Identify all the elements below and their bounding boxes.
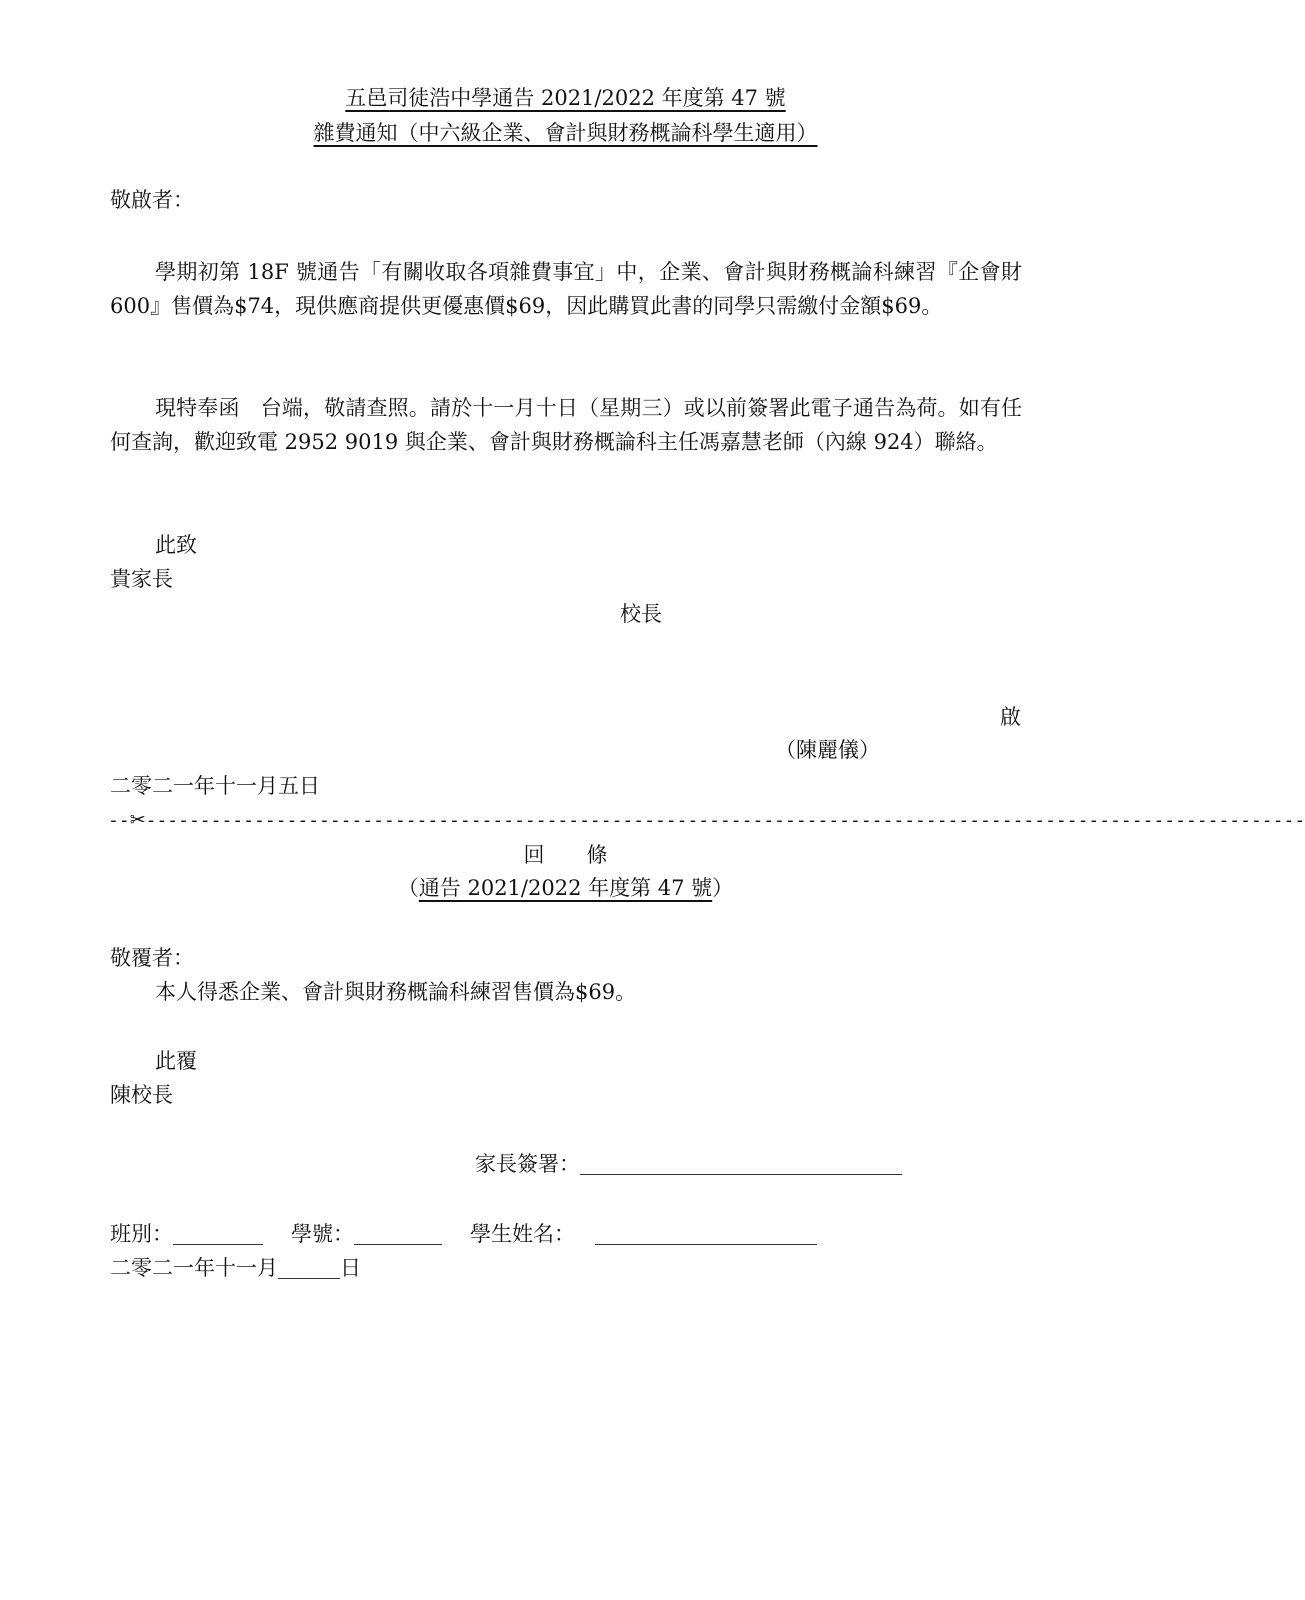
reply-reference: （通告 2021/2022 年度第 47 號） (397, 876, 734, 900)
parent-signature-label: 家長簽署： (475, 1152, 580, 1176)
signer-title: 校長 (620, 602, 662, 626)
cut-line-dashes: ----------------------------------------------------------------------------------------------------------- (145, 810, 1305, 831)
reply-date-suffix: 日 (340, 1256, 361, 1280)
notice-title: 五邑司徒浩中學通告 2021/2022 年度第 47 號 (345, 86, 786, 110)
reply-recipient: 陳校長 (110, 1083, 173, 1107)
student-name-field[interactable] (595, 1222, 817, 1245)
cut-line (108, 809, 1305, 831)
student-no-label: 學號： (291, 1222, 354, 1246)
student-no-field[interactable] (354, 1222, 442, 1245)
class-label: 班別： (110, 1222, 173, 1246)
reply-title: 回 條 (523, 843, 608, 867)
parent-signature-field[interactable] (580, 1152, 902, 1175)
cut-line-lead: -- (108, 810, 130, 831)
reply-date-row (110, 1256, 361, 1279)
notice-date: 二零二一年十一月五日 (110, 774, 320, 798)
signer-name: （陳麗儀） (775, 738, 880, 762)
reply-salutation: 敬覆者： (110, 946, 194, 970)
parent-signature-row (475, 1152, 902, 1175)
class-field[interactable] (173, 1222, 263, 1245)
signer-verb: 啟 (1000, 705, 1021, 729)
reply-closing: 此覆 (155, 1049, 197, 1073)
recipient: 貴家長 (110, 567, 173, 591)
notice-subtitle: 雜費通知（中六級企業、會計與財務概論科學生適用） (313, 121, 818, 145)
closing-phrase: 此致 (155, 533, 197, 557)
reply-reference-number: 通告 2021/2022 年度第 47 號 (418, 876, 713, 900)
reply-date-prefix: 二零二一年十一月 (110, 1256, 278, 1280)
scissors-icon: ✂ (129, 809, 146, 831)
student-info-row (110, 1222, 817, 1245)
salutation: 敬啟者： (110, 188, 194, 212)
reply-body: 本人得悉企業、會計與財務概論科練習售價為$69。 (155, 980, 637, 1004)
paragraph-1: 學期初第 18F 號通告「有關收取各項雜費事宜」中，企業、會計與財務概論科練習『企會財 600』售價為$74，現供應商提供更優惠價$69，因此購買此書的同學只需繳付金額$69。 (110, 260, 1022, 318)
student-name-label: 學生姓名： (470, 1222, 575, 1246)
reply-day-field[interactable] (278, 1256, 340, 1279)
paragraph-2: 現特奉函 台端，敬請查照。請於十一月十日（星期三）或以前簽署此電子通告為荷。如有任何查詢，歡迎致電 2952 9019 與企業、會計與財務概論科主任馮嘉慧老師（內線 924）聯絡。 (110, 396, 1022, 454)
